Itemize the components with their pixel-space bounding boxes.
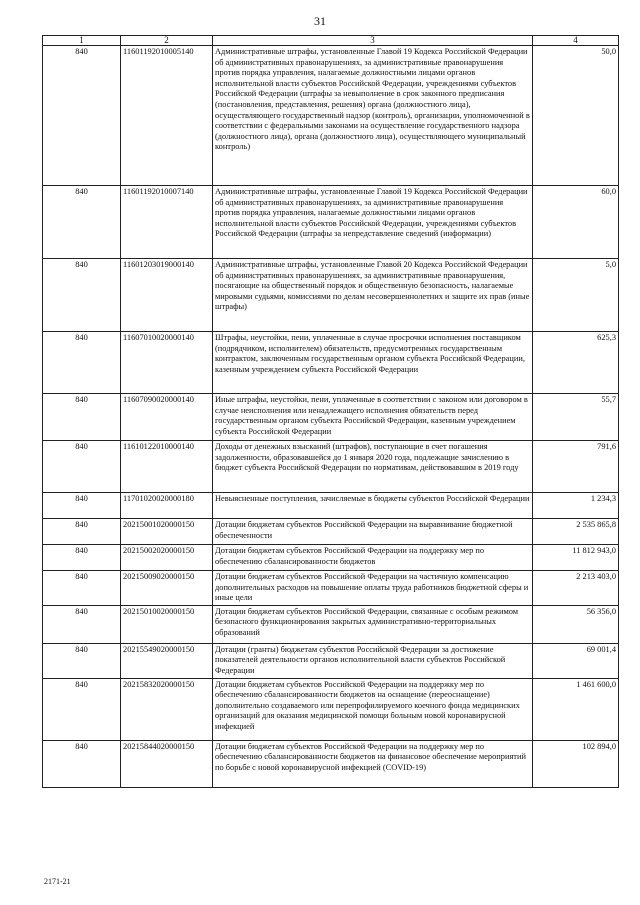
row-sum-cell: 625,3 (533, 332, 619, 394)
row-kbk-cell: 11701020020000180 (121, 493, 213, 519)
row-name-cell: Штрафы, неустойки, пени, уплаченные в случае просрочки исполнения поставщиком (подрядчиком, исполнителем) обязательств, предусмотренных государственным контрактом, заключенным государственным органом субъекта Российской Федерации, казенным учреждением субъекта Российской Федерации (213, 332, 533, 394)
row-code-cell: 840 (43, 519, 121, 545)
header-col-1: 1 (43, 36, 121, 46)
row-sum-cell: 1 234,3 (533, 493, 619, 519)
row-sum-cell: 50,0 (533, 46, 619, 186)
row-name-cell: Административные штрафы, установленные Главой 19 Кодекса Российской Федерации об административных правонарушениях, за административные правонарушения против порядка управления, налагаемые должностными лицами органов исполнительной власти субъектов Российской Федерации, учреждениями субъектов Российской Федерации (штрафы за невыполнение в срок законного предписания (постановления, представления, решения) органа (должностного лица), осуществляющего государственный надзор (контроль), организации, уполномоченной в соответствии с федеральными законами на осуществление государственного надзора (должностного лица), органа (должностного лица), осуществляющего муниципальный контроль) (213, 46, 533, 186)
row-code-cell: 840 (43, 259, 121, 332)
row-code-cell: 840 (43, 46, 121, 186)
header-col-2: 2 (121, 36, 213, 46)
row-name-cell: Дотации бюджетам субъектов Российской Федерации на поддержку мер по обеспечению сбалансированности бюджетов на финансовое обеспечение мероприятий по борьбе с новой коронавирусной инфекцией (COVID-19) (213, 740, 533, 787)
table-row (43, 186, 619, 259)
row-sum-cell: 2 535 865,8 (533, 519, 619, 545)
row-code-cell: 840 (43, 571, 121, 606)
row-sum-cell: 55,7 (533, 394, 619, 441)
footer-document-code: 2171-21 (44, 877, 71, 886)
row-kbk-cell: 20215844020000150 (121, 740, 213, 787)
table-row (43, 332, 619, 394)
row-code-cell: 840 (43, 740, 121, 787)
row-sum-cell: 102 894,0 (533, 740, 619, 787)
row-sum-cell: 56 356,0 (533, 605, 619, 643)
row-sum-cell: 791,6 (533, 441, 619, 493)
table-row (43, 259, 619, 332)
row-kbk-cell: 20215549020000150 (121, 643, 213, 678)
header-col-3: 3 (213, 36, 533, 46)
row-sum-cell: 60,0 (533, 186, 619, 259)
row-kbk-cell: 20215009020000150 (121, 571, 213, 606)
row-kbk-cell: 11601192010007140 (121, 186, 213, 259)
row-kbk-cell: 20215002020000150 (121, 545, 213, 571)
header-col-4: 4 (533, 36, 619, 46)
table-row (43, 605, 619, 643)
row-sum-cell: 1 461 600,0 (533, 678, 619, 740)
row-kbk-cell: 11610122010000140 (121, 441, 213, 493)
table-row (43, 571, 619, 606)
table-row (43, 643, 619, 678)
row-kbk-cell: 11601203019000140 (121, 259, 213, 332)
row-kbk-cell: 20215010020000150 (121, 605, 213, 643)
row-sum-cell: 5,0 (533, 259, 619, 332)
row-kbk-cell: 20215832020000150 (121, 678, 213, 740)
table-row (43, 740, 619, 787)
row-code-cell: 840 (43, 605, 121, 643)
row-code-cell: 840 (43, 186, 121, 259)
row-code-cell: 840 (43, 394, 121, 441)
row-name-cell: Дотации бюджетам субъектов Российской Федерации на поддержку мер по обеспечению сбалансированности бюджетов на оснащение (переоснащение) дополнительно создаваемого или перепрофилируемого коечного фонда медицинских организаций для оказания медицинской помощи больным новой коронавирусной инфекцией (213, 678, 533, 740)
table-row (43, 545, 619, 571)
row-name-cell: Дотации бюджетам субъектов Российской Федерации на выравнивание бюджетной обеспеченности (213, 519, 533, 545)
row-code-cell: 840 (43, 332, 121, 394)
row-name-cell: Невыясненные поступления, зачисляемые в бюджеты субъектов Российской Федерации (213, 493, 533, 519)
table-row (43, 519, 619, 545)
row-name-cell: Дотации (гранты) бюджетам субъектов Российской Федерации за достижение показателей деятельности органов исполнительной власти субъектов Российской Федерации (213, 643, 533, 678)
row-name-cell: Дотации бюджетам субъектов Российской Федерации на поддержку мер по обеспечению сбалансированности бюджетов (213, 545, 533, 571)
row-code-cell: 840 (43, 545, 121, 571)
table-header-row (43, 36, 619, 46)
row-kbk-cell: 11601192010005140 (121, 46, 213, 186)
table-row (43, 493, 619, 519)
table-row (43, 394, 619, 441)
row-name-cell: Административные штрафы, установленные Главой 19 Кодекса Российской Федерации об административных правонарушениях, за административные правонарушения против порядка управления, налагаемые должностными лицами органов исполнительной власти субъектов Российской Федерации, учреждениями субъектов Российской Федерации (штрафы за непредставление сведений (информации) (213, 186, 533, 259)
row-name-cell: Административные штрафы, установленные Главой 20 Кодекса Российской Федерации об административных правонарушениях, за административные правонарушения, посягающие на общественный порядок и общественную безопасность, налагаемые мировыми судьями, комиссиями по делам несовершеннолетних и защите их прав (иные штрафы) (213, 259, 533, 332)
row-name-cell: Доходы от денежных взысканий (штрафов), поступающие в счет погашения задолженности, образовавшейся до 1 января 2020 года, подлежащие зачислению в бюджет субъекта Российской Федерации по нормативам, действовавшим в 2019 году (213, 441, 533, 493)
row-name-cell: Дотации бюджетам субъектов Российской Федерации на частичную компенсацию дополнительных расходов на повышение оплаты труда работников бюджетной сферы и иные цели (213, 571, 533, 606)
table-row (43, 46, 619, 186)
page-number: 31 (314, 14, 326, 28)
row-kbk-cell: 11607010020000140 (121, 332, 213, 394)
row-name-cell: Дотации бюджетам субъектов Российской Федерации, связанные с особым режимом безопасного функционирования закрытых административно-территориальных образований (213, 605, 533, 643)
table-row (43, 678, 619, 740)
table-row (43, 441, 619, 493)
row-sum-cell: 69 001,4 (533, 643, 619, 678)
row-sum-cell: 2 213 403,0 (533, 571, 619, 606)
revenue-table (42, 35, 619, 788)
row-code-cell: 840 (43, 678, 121, 740)
row-code-cell: 840 (43, 441, 121, 493)
row-sum-cell: 11 812 943,0 (533, 545, 619, 571)
row-code-cell: 840 (43, 643, 121, 678)
row-code-cell: 840 (43, 493, 121, 519)
row-kbk-cell: 20215001020000150 (121, 519, 213, 545)
row-name-cell: Иные штрафы, неустойки, пени, уплаченные в соответствии с законом или договором в случае неисполнения или ненадлежащего исполнения обязательств перед государственным органом субъекта Российской Федерации, казенным учреждением субъекта Российской Федерации (213, 394, 533, 441)
row-kbk-cell: 11607090020000140 (121, 394, 213, 441)
